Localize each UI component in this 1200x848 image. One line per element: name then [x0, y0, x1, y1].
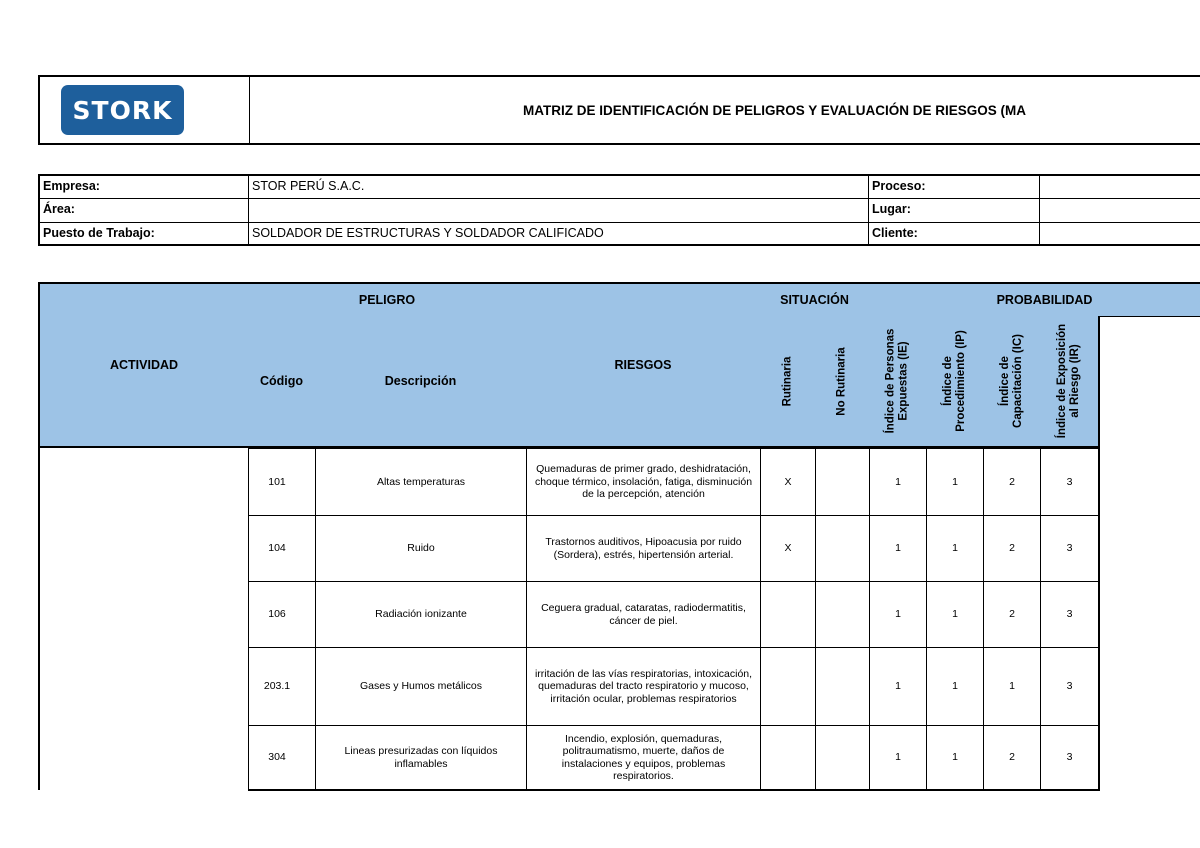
cell-ie: 1 — [869, 448, 927, 516]
empresa-value: STOR PERÚ S.A.C. — [252, 179, 365, 193]
cell-ip: 1 — [926, 581, 984, 648]
cell-ie: 1 — [869, 515, 927, 582]
header-codigo: Código — [248, 316, 316, 448]
puesto-label: Puesto de Trabajo: — [43, 226, 155, 240]
header-probabilidad: PROBABILIDAD — [869, 282, 1200, 317]
cell-rutinaria: X — [760, 515, 816, 582]
cell-no-rutinaria — [815, 725, 870, 791]
cell-codigo: 304 — [248, 725, 316, 791]
puesto-value: SOLDADOR DE ESTRUCTURAS Y SOLDADOR CALIFICADO — [252, 226, 604, 240]
lugar-label: Lugar: — [872, 202, 911, 216]
cell-codigo: 104 — [248, 515, 316, 582]
logo-cell — [38, 75, 250, 145]
cell-ie: 1 — [869, 581, 927, 648]
area-label: Área: — [43, 202, 75, 216]
cell-rutinaria: X — [760, 448, 816, 516]
header-ic: Índice de Capacitación (IC) — [983, 316, 1041, 448]
cell-riesgos: irritación de las vías respiratorias, intoxicación, quemaduras del tracto respiratorio y mucoso, irritación ocular, problemas respiratorios — [526, 647, 761, 726]
cell-ip: 1 — [926, 725, 984, 791]
header-no-rutinaria: No Rutinaria — [815, 316, 870, 448]
header-descripcion: Descripción — [315, 316, 527, 448]
cell-riesgos: Trastornos auditivos, Hipoacusia por ruido (Sordera), estrés, hipertensión arterial. — [526, 515, 761, 582]
cell-ic: 2 — [983, 581, 1041, 648]
page-title: MATRIZ DE IDENTIFICACIÓN DE PELIGROS Y EVALUACIÓN DE RIESGOS (MA — [523, 103, 1027, 118]
proceso-label: Proceso: — [872, 179, 926, 193]
cell-no-rutinaria — [815, 515, 870, 582]
cell-descripcion: Radiación ionizante — [315, 581, 527, 648]
cell-rutinaria — [760, 647, 816, 726]
cell-riesgos: Incendio, explosión, quemaduras, politraumatismo, muerte, daños de instalaciones y equipos, problemas respiratorios. — [526, 725, 761, 791]
cell-ic: 2 — [983, 515, 1041, 582]
cell-no-rutinaria — [815, 581, 870, 648]
cell-rutinaria — [760, 725, 816, 791]
cell-ic: 2 — [983, 725, 1041, 791]
cell-ic: 2 — [983, 448, 1041, 516]
header-rutinaria: Rutinaria — [760, 316, 816, 448]
header-ie: Índice de Personas Expuestas (IE) — [869, 316, 927, 448]
cell-riesgos: Quemaduras de primer grado, deshidratación, choque térmico, insolación, fatiga, disminución de la percepción, atención — [526, 448, 761, 516]
header-ir: Índice de Exposición al Riesgo (IR) — [1040, 316, 1100, 448]
cell-descripcion: Lineas presurizadas con líquidos inflamables — [315, 725, 527, 791]
cell-ip: 1 — [926, 448, 984, 516]
cliente-label: Cliente: — [872, 226, 918, 240]
header-situacion: SITUACIÓN — [760, 282, 870, 317]
empresa-label: Empresa: — [43, 179, 100, 193]
cell-no-rutinaria — [815, 647, 870, 726]
cell-rutinaria — [760, 581, 816, 648]
stork-logo: STORK — [61, 85, 184, 135]
cell-ir: 3 — [1040, 725, 1100, 791]
header-peligro: PELIGRO — [248, 282, 527, 317]
header-ip: Índice de Procedimiento (IP) — [926, 316, 984, 448]
header-riesgos: RIESGOS — [526, 282, 761, 448]
cell-ip: 1 — [926, 647, 984, 726]
cell-descripcion: Gases y Humos metálicos — [315, 647, 527, 726]
cell-ir: 3 — [1040, 581, 1100, 648]
cell-descripcion: Ruido — [315, 515, 527, 582]
cell-ic: 1 — [983, 647, 1041, 726]
cell-descripcion: Altas temperaturas — [315, 448, 527, 516]
cell-riesgos: Ceguera gradual, cataratas, radiodermatitis, cáncer de piel. — [526, 581, 761, 648]
cell-codigo: 203.1 — [248, 647, 316, 726]
cell-ir: 3 — [1040, 647, 1100, 726]
cell-ie: 1 — [869, 647, 927, 726]
cell-ip: 1 — [926, 515, 984, 582]
cell-ir: 3 — [1040, 448, 1100, 516]
cell-ir: 3 — [1040, 515, 1100, 582]
cell-codigo: 101 — [248, 448, 316, 516]
title-cell — [249, 75, 1200, 145]
cell-codigo: 106 — [248, 581, 316, 648]
header-actividad: ACTIVIDAD — [38, 282, 249, 448]
cell-no-rutinaria — [815, 448, 870, 516]
cell-ie: 1 — [869, 725, 927, 791]
